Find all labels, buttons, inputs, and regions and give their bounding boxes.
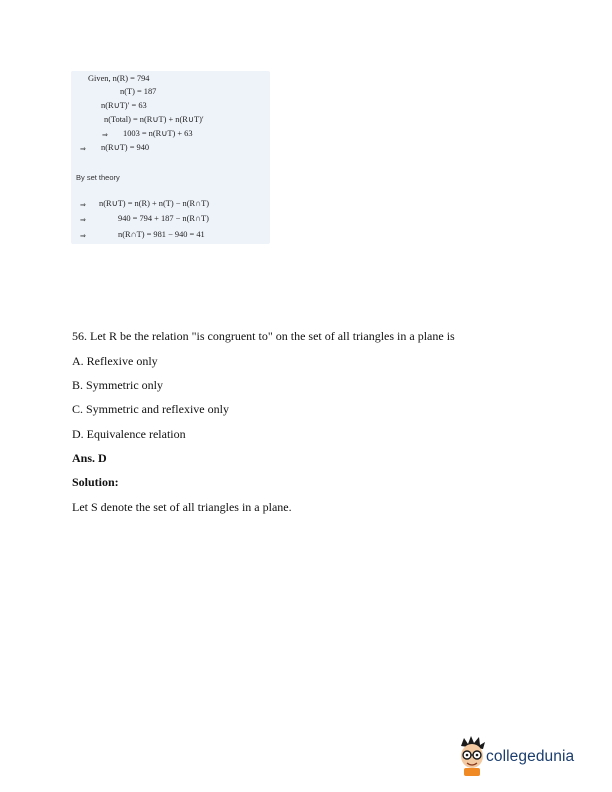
math-line-1003: 1003 = n(R∪T) + 63 xyxy=(123,129,193,138)
math-line-union-result: n(R∪T) = 940 xyxy=(101,143,150,152)
solution-text: Let S denote the set of all triangles in a plane. xyxy=(72,500,292,514)
option-b: B. Symmetric only xyxy=(72,378,163,392)
logo-wordmark: collegedunia xyxy=(486,748,575,765)
math-line-total: n(Total) = n(R∪T) + n(R∪T)′ xyxy=(104,115,204,124)
math-line-substitution: 940 = 794 + 187 − n(R∩T) xyxy=(118,214,209,223)
math-line-n-t: n(T) = 187 xyxy=(120,87,157,96)
math-line-complement: n(R∪T)′ = 63 xyxy=(101,101,147,110)
solution-heading: Solution: xyxy=(72,475,119,489)
option-c: C. Symmetric and reflexive only xyxy=(72,402,229,416)
question-56: 56. Let R be the relation "is congruent to" on the set of all triangles in a plane is xyxy=(72,329,455,343)
implies-arrow-icon: ⇒ xyxy=(102,131,108,139)
implies-arrow-icon: ⇒ xyxy=(80,201,86,209)
mascot-icon xyxy=(455,734,489,778)
implies-arrow-icon: ⇒ xyxy=(80,145,86,153)
math-line-set-formula: n(R∪T) = n(R) + n(T) − n(R∩T) xyxy=(99,199,210,208)
implies-arrow-icon: ⇒ xyxy=(80,216,86,224)
option-d: D. Equivalence relation xyxy=(72,427,186,441)
math-line-given-r: Given, n(R) = 794 xyxy=(88,74,150,83)
math-line-intersection-result: n(R∩T) = 981 − 940 = 41 xyxy=(118,230,205,239)
option-a: A. Reflexive only xyxy=(72,354,158,368)
answer-label: Ans. D xyxy=(72,451,107,465)
implies-arrow-icon: ⇒ xyxy=(80,232,86,240)
set-theory-label: By set theory xyxy=(76,173,120,182)
math-solution-image xyxy=(71,71,270,244)
